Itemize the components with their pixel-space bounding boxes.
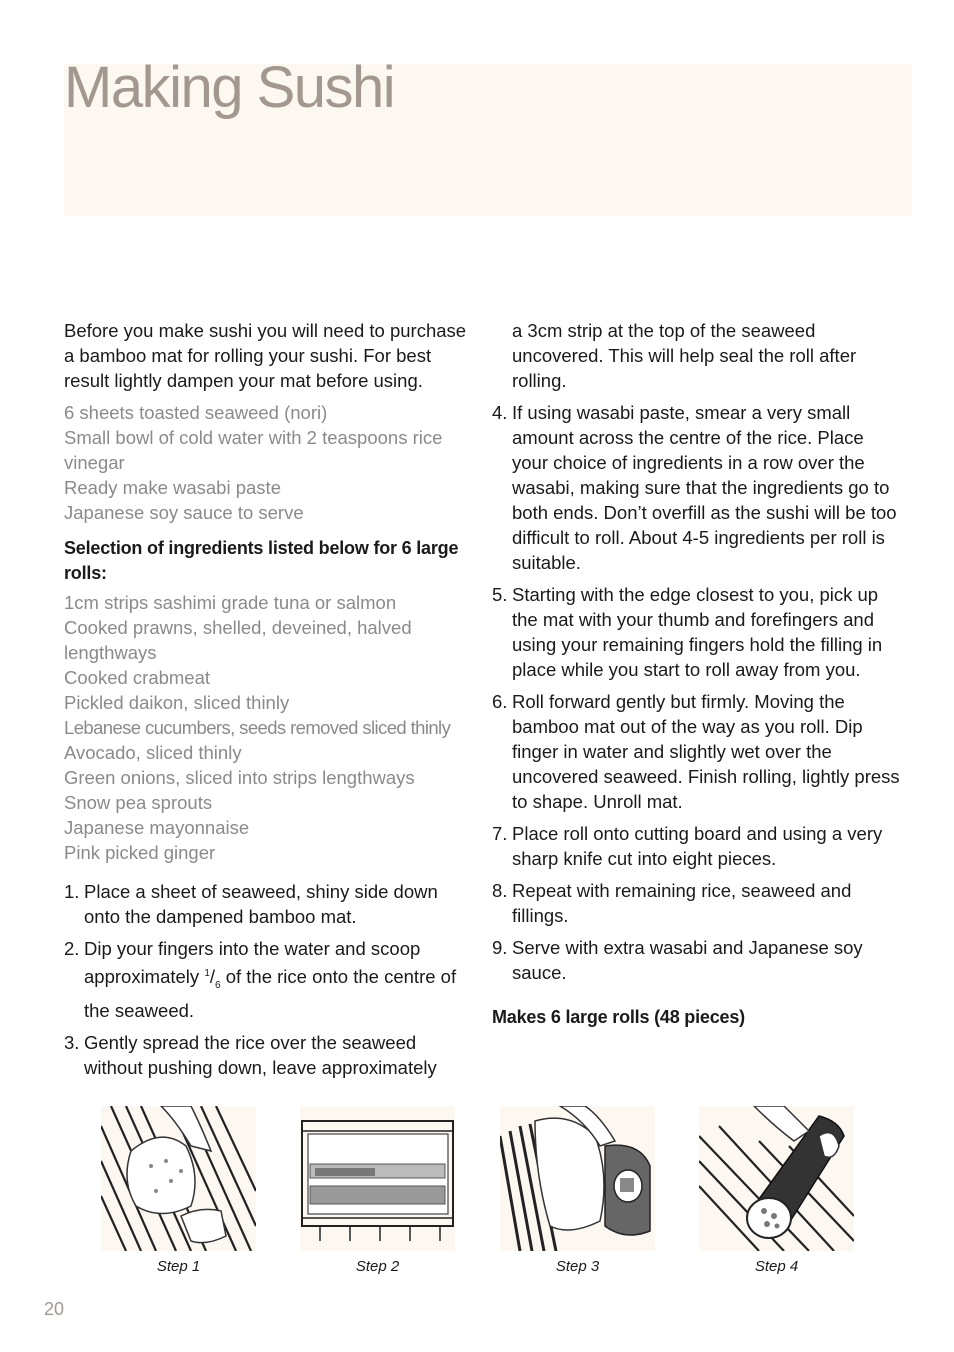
step-number: 2. [64,938,80,959]
selection-heading: Selection of ingredients listed below for 6 large rolls: [64,538,459,583]
ingredient-item: Avocado, sliced thinly [64,742,242,763]
ingredient-item: Small bowl of cold water with 2 teaspoons rice vinegar [64,427,443,473]
yield-note: Makes 6 large rolls (48 pieces) [492,1007,745,1027]
method-steps-right [492,400,902,985]
ingredient-item: Green onions, sliced into strips lengthways [64,767,415,788]
method-step [492,582,902,682]
selection-ingredients-list [64,590,469,865]
intro-paragraph: Before you make sushi you will need to purchase a bamboo mat for rolling your sushi. For best result lightly dampen your mat before using. [64,320,467,391]
step-text: Repeat with remaining rice, seaweed and fillings. [512,880,852,926]
fraction-numerator: 1 [204,968,210,979]
fraction-denominator: 6 [215,979,221,991]
page-number: 20 [44,1299,65,1319]
step-text: Place a sheet of seaweed, shiny side down onto the dampened bamboo mat. [84,881,438,927]
basic-ingredients-list [64,400,469,525]
ingredient-item: Snow pea sprouts [64,792,213,813]
ingredient-item: Cooked crabmeat [64,667,211,688]
finished-roll-illustration [699,1106,854,1251]
step-number: 5. [492,584,508,605]
left-column [64,318,469,1087]
step-text: Place roll onto cutting board and using a very sharp knife cut into eight pieces. [512,823,883,869]
ingredient-item: Ready make wasabi paste [64,477,281,498]
ingredient-item: Cooked prawns, shelled, deveined, halved lengthways [64,617,412,663]
step-caption: Step 4 [754,1258,799,1275]
step-text: Roll forward gently but firmly. Moving the bamboo mat out of the way as you roll. Dip finger in water and slightly wet over the uncovered seaweed. Finish rolling, lightly press to shape. Unroll mat. [512,691,900,812]
step-number: 6. [492,691,508,712]
method-step [492,878,902,928]
page-title: Making Sushi [64,55,395,120]
step-number: 4. [492,402,508,423]
step-number: 9. [492,937,508,958]
step-number: 8. [492,880,508,901]
step-text: Dip your fingers into the water and scoop approximately [84,938,421,988]
method-steps-left [64,879,469,1080]
method-step [492,821,902,871]
method-step [492,400,902,575]
step-caption: Step 2 [355,1258,400,1275]
ingredient-item: Lebanese cucumbers, seeds removed sliced thinly [64,717,451,738]
ingredient-item: Japanese mayonnaise [64,817,250,838]
method-step [64,1030,469,1080]
method-step [492,935,902,985]
method-step [64,879,469,929]
method-step [64,936,469,1023]
step-text: of the rice onto the centre of the seaweed. [84,966,457,1021]
rice-on-mat-illustration [101,1106,256,1251]
right-column [492,318,902,1030]
step-number: 7. [492,823,508,844]
ingredient-item: Pickled daikon, sliced thinly [64,692,290,713]
ingredient-item: Japanese soy sauce to serve [64,502,304,523]
step-caption: Step 3 [555,1258,600,1275]
step-text: Gently spread the rice over the seaweed without pushing down, leave approximately [84,1031,437,1078]
ingredient-item: 1cm strips sashimi grade tuna or salmon [64,592,397,613]
step-number: 1. [64,881,80,902]
ingredient-item: 6 sheets toasted seaweed (nori) [64,402,328,423]
fillings-on-rice-illustration [300,1106,455,1251]
step-caption: Step 1 [156,1258,201,1275]
step-text: Serve with extra wasabi and Japanese soy sauce. [512,937,863,983]
step-text: If using wasabi paste, smear a very small amount across the centre of the rice. Place your choice of ingredients in a row over the wasabi, making sure that the ingredients go to both ends. Don’t overfill as the sushi will be too difficult to roll. About 4-5 ingredients per roll is suitable. [512,402,897,573]
method-step [492,689,902,814]
ingredient-item: Pink picked ginger [64,842,216,863]
rolling-mat-illustration [500,1106,655,1251]
step-text: Starting with the edge closest to you, pick up the mat with your thumb and forefingers and using your remaining fingers hold the filling in place while you start to roll away from you. [512,584,883,680]
step-number: 3. [64,1031,80,1053]
fraction-slash: / [209,966,216,988]
step-text-continued: a 3cm strip at the top of the seaweed uncovered. This will help seal the roll after rolling. [512,320,857,391]
